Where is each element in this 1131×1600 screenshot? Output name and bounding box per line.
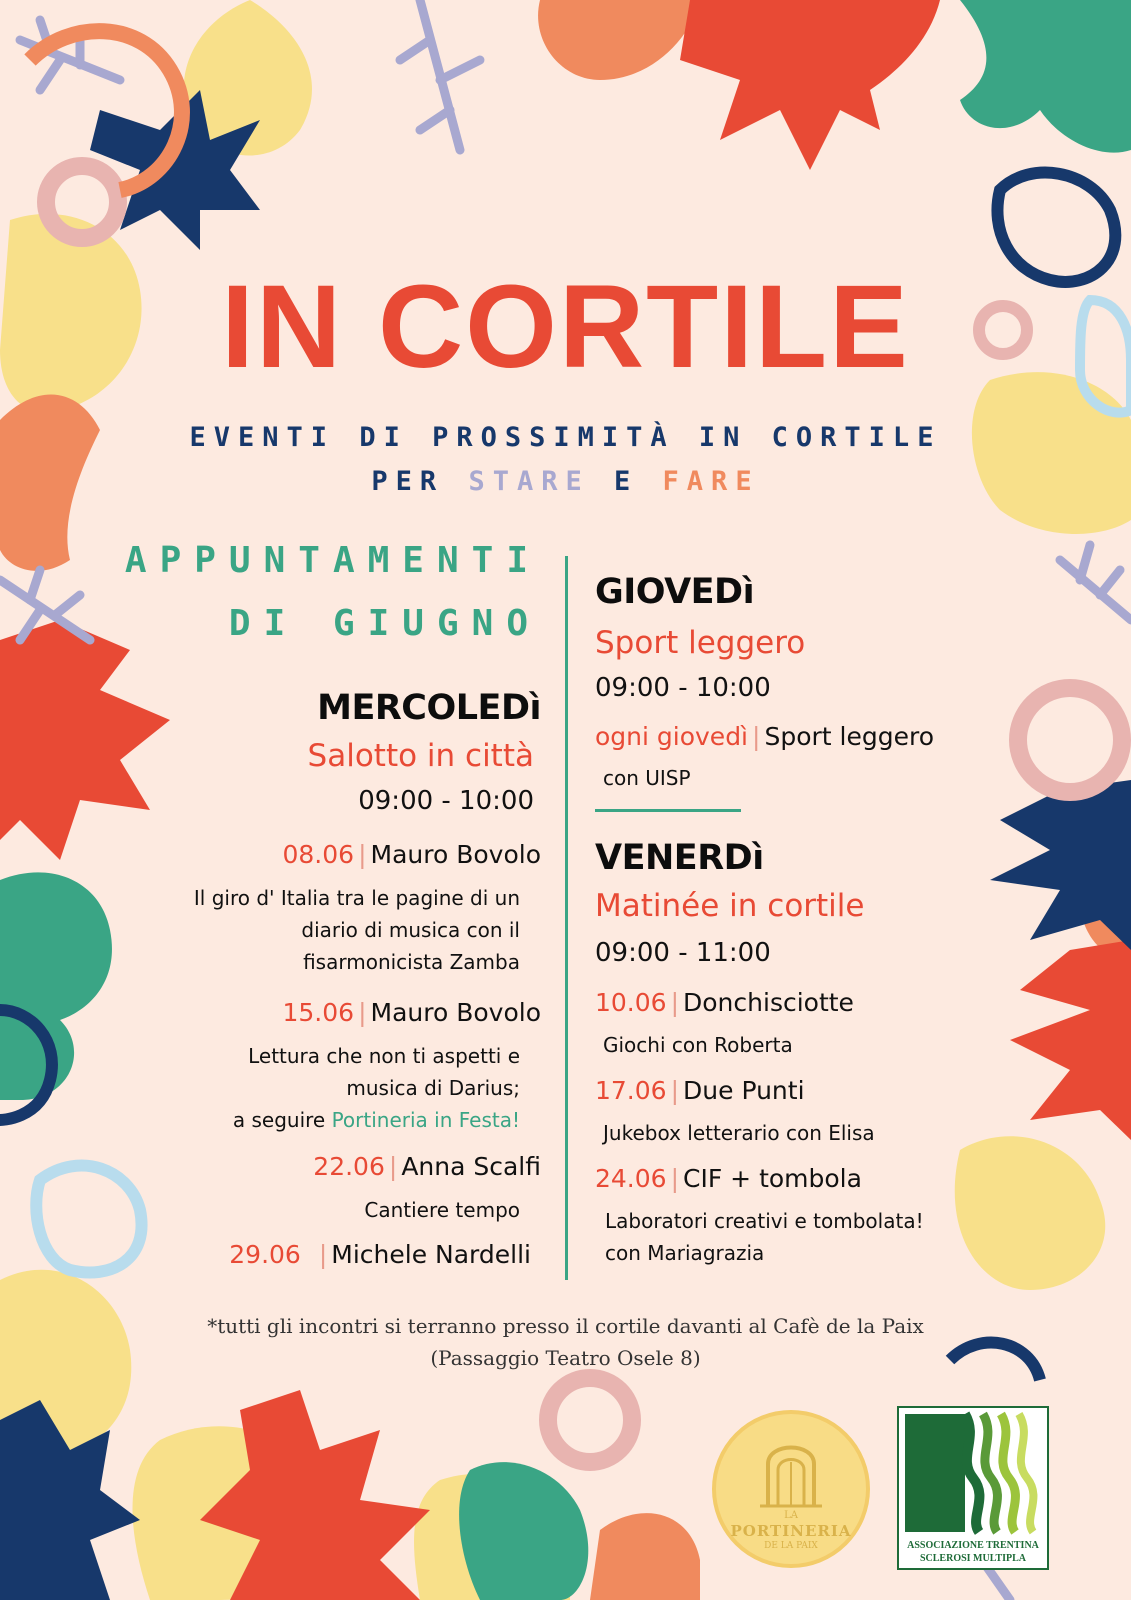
thursday-hours: 09:00 - 10:00 xyxy=(595,673,771,703)
entry-desc: Cantiere tempo xyxy=(364,1198,520,1222)
page-title: IN CORTILE xyxy=(221,261,910,393)
entry-name: Donchisciotte xyxy=(683,988,854,1017)
entry-desc: Jukebox letterario con Elisa xyxy=(603,1121,875,1145)
green-waves-icon xyxy=(899,1408,1047,1538)
separator: | xyxy=(388,1152,398,1181)
entry-desc: diario di musica con il xyxy=(301,918,520,942)
wednesday-entry-3 xyxy=(313,1152,541,1181)
entry-desc: fisarmonicista Zamba xyxy=(303,950,520,974)
entry-desc: con Mariagrazia xyxy=(605,1241,765,1265)
separator: | xyxy=(318,1240,328,1269)
thursday-entry xyxy=(595,722,934,751)
separator: | xyxy=(358,998,367,1027)
subtitle-per: PER xyxy=(371,466,445,497)
entry-name: Due Punti xyxy=(683,1076,805,1105)
entry-name: CIF + tombola xyxy=(683,1164,862,1193)
section-heading-line-1: APPUNTAMENTI xyxy=(124,540,541,581)
portineria-logo xyxy=(712,1410,870,1568)
separator: | xyxy=(670,1164,680,1193)
entry-desc: Il giro d' Italia tra le pagine di un xyxy=(193,886,520,910)
column-divider xyxy=(565,556,568,1280)
footnote-line-2: (Passaggio Teatro Osele 8) xyxy=(430,1346,701,1370)
thursday-day: GIOVEDì xyxy=(595,572,755,612)
logo-line-1: ASSOCIAZIONE TRENTINA xyxy=(907,1540,1039,1551)
separator: | xyxy=(358,840,367,869)
entry-date: 15.06 xyxy=(282,998,355,1027)
entry-name: Mauro Bovolo xyxy=(370,840,541,869)
friday-entry-2 xyxy=(595,1076,805,1105)
entry-desc: musica di Darius; xyxy=(346,1076,520,1100)
subtitle-line-1: EVENTI DI PROSSIMITÀ IN CORTILE xyxy=(189,422,942,453)
wednesday-entry-4 xyxy=(229,1240,531,1269)
wednesday-event: Salotto in città xyxy=(307,738,534,774)
wednesday-day: MERCOLEDì xyxy=(317,688,541,728)
footnote-line-1: *tutti gli incontri si terranno presso il cortile davanti al Cafè de la Paix xyxy=(207,1314,924,1338)
entry-desc: Lettura che non ti aspetti e xyxy=(248,1044,520,1068)
entry-desc: con UISP xyxy=(603,766,691,790)
entry-date: 08.06 xyxy=(282,840,355,869)
section-heading-line-2: DI GIUGNO xyxy=(228,603,541,644)
entry-when: ogni giovedì xyxy=(595,722,749,751)
entry-date: 17.06 xyxy=(595,1076,667,1105)
logo-line-2: PORTINERIA xyxy=(730,1522,852,1540)
entry-date: 10.06 xyxy=(595,988,667,1017)
entry-name: Michele Nardelli xyxy=(331,1240,531,1269)
logo-line-2: SCLEROSI MULTIPLA xyxy=(919,1553,1027,1564)
entry-date: 22.06 xyxy=(313,1152,385,1181)
subtitle-e: E xyxy=(614,466,639,497)
separator: | xyxy=(670,988,680,1017)
entry-date: 29.06 xyxy=(229,1240,301,1269)
portineria-in-festa-highlight: Portineria in Festa! xyxy=(331,1108,520,1132)
friday-event: Matinée in cortile xyxy=(595,888,865,924)
friday-hours: 09:00 - 11:00 xyxy=(595,938,771,968)
friday-entry-1 xyxy=(595,988,854,1017)
entry-desc: Laboratori creativi e tombolata! xyxy=(605,1209,924,1233)
section-divider xyxy=(595,809,741,812)
thursday-event: Sport leggero xyxy=(595,625,806,661)
entry-name: Sport leggero xyxy=(764,722,934,751)
separator: | xyxy=(752,722,761,751)
friday-day: VENERDì xyxy=(595,838,764,878)
subtitle-stare: STARE xyxy=(468,466,590,497)
aism-logo xyxy=(897,1406,1049,1570)
subtitle-fare: FARE xyxy=(662,466,760,497)
entry-name: Anna Scalfi xyxy=(401,1152,541,1181)
friday-entry-3 xyxy=(595,1164,862,1193)
wednesday-hours: 09:00 - 10:00 xyxy=(358,786,534,816)
subtitle-line-2 xyxy=(0,466,1131,497)
follow-prefix: a seguire xyxy=(232,1108,326,1132)
separator: | xyxy=(670,1076,680,1105)
logo-line-1: LA xyxy=(784,1510,798,1521)
wednesday-entry-1 xyxy=(283,840,542,869)
entry-name: Mauro Bovolo xyxy=(370,998,541,1027)
entry-date: 24.06 xyxy=(595,1164,667,1193)
wednesday-entry-2 xyxy=(283,998,542,1027)
logo-line-3: DE LA PAIX xyxy=(764,1541,818,1551)
entry-desc: Giochi con Roberta xyxy=(603,1033,793,1057)
entry-desc-follow xyxy=(233,1104,520,1136)
